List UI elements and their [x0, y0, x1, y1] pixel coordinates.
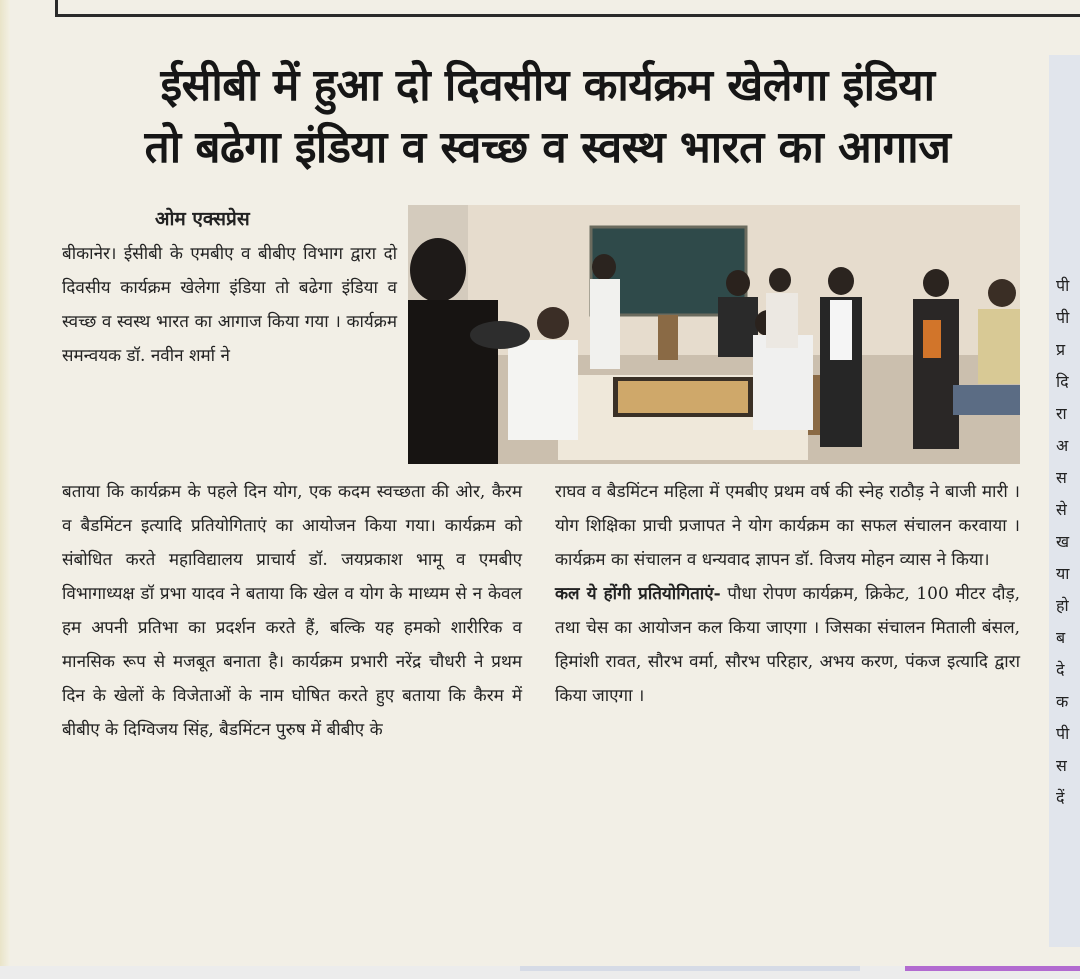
bottom-strip [0, 966, 1080, 979]
adjacent-column-fragment: अ [1056, 436, 1069, 455]
page-edge [0, 0, 10, 979]
adjacent-column-fragment: रा [1056, 404, 1067, 423]
upcoming-events-lead: कल ये होंगी प्रतियोगिताएं- [555, 584, 721, 604]
photo-icon [408, 205, 1020, 464]
article-body-left-column: बताया कि कार्यक्रम के पहले दिन योग, एक कदम स्वच्छता की ओर, कैरम व बैडमिंटन इत्यादि प्रतियोगिताएं का आयोजन किया गया। कार्यक्रम को संबोधित करते महाविद्यालय प्राचार्य डॉ. जयप्रकाश भामू व एमबीए विभागाध्यक्ष डॉ प्रभा यादव ने बताया कि खेल व योग के माध्यम से न केवल हम अपनी प्रतिभा का प्रदर्शन करते हैं, बल्कि यह हमको शारीरिक व मानसिक रूप से मजबूत बनाता है। कार्यक्रम प्रभारी नरेंद्र चौधरी ने प्रथम दिन के खेलों के विजेताओं के नाम घोषित करते हुए बताया कि कैरम में बीबीए के दिग्विजय सिंह, बैडमिंटन पुरुष में बीबीए के [62, 482, 522, 740]
adjacent-column-fragment: पी [1056, 308, 1070, 327]
headline-line-2: तो बढेगा इंडिया व स्वच्छ व स्वस्थ भारत का आगाज [144, 122, 951, 173]
adjacent-column-fragment: पी [1056, 724, 1070, 743]
top-border-rule [55, 0, 1080, 17]
adjacent-column-fragment: दें [1056, 788, 1065, 807]
upcoming-events-text: पौधा रोपण कार्यक्रम, क्रिकेट, 100 मीटर दौड़, तथा चेस का आयोजन कल किया जाएगा । जिसका संचालन मिताली बंसल, हिमांशी रावत, सौरभ वर्मा, सौरभ परिहार, अभय करण, पंकज इत्यादि द्वारा किया जाएगा । [555, 584, 1021, 706]
adjacent-column-fragment: दे [1056, 660, 1065, 679]
adjacent-column-fragment: या [1056, 564, 1070, 583]
article-body-right-column [555, 475, 1020, 713]
adjacent-column-fragment: स [1056, 468, 1067, 487]
headline-line-1: ईसीबी में हुआ दो दिवसीय कार्यक्रम खेलेगा इंडिया [160, 60, 935, 111]
article-intro-paragraph: बीकानेर। ईसीबी के एमबीए व बीबीए विभाग द्वारा दो दिवसीय कार्यक्रम खेलेगा इंडिया तो बढेगा इंडिया व स्वच्छ व स्वस्थ भारत का आगाज किया गया । कार्यक्रम समन्वयक डॉ. नवीन शर्मा ने [62, 244, 397, 366]
adjacent-column-fragment: दि [1056, 372, 1069, 391]
adjacent-column-fragment: ख [1056, 532, 1070, 551]
adjacent-article-column [1049, 55, 1080, 947]
article-headline [55, 55, 1040, 179]
adjacent-column-fragment: से [1056, 500, 1067, 519]
bottom-bar-accent [905, 966, 1080, 971]
bottom-bar-light [520, 966, 860, 971]
article-photo [408, 205, 1020, 464]
adjacent-column-fragment: पी [1056, 276, 1070, 295]
adjacent-column-fragment: क [1056, 692, 1069, 711]
byline: ओम एक्सप्रेस [155, 208, 250, 230]
adjacent-column-fragment: स [1056, 756, 1067, 775]
right-column-text: राघव व बैडमिंटन महिला में एमबीए प्रथम वर्ष की स्नेह राठौड़ ने बाजी मारी । योग शिक्षिका प्राची प्रजापत ने योग कार्यक्रम का सफल संचालन करवाया । कार्यक्रम का संचालन व धन्यवाद ज्ञापन डॉ. विजय मोहन व्यास ने किया। [555, 482, 1020, 570]
adjacent-column-fragment: हो [1056, 596, 1069, 615]
adjacent-column-fragment: प्र [1056, 340, 1066, 359]
adjacent-column-fragment: ब [1056, 628, 1066, 647]
